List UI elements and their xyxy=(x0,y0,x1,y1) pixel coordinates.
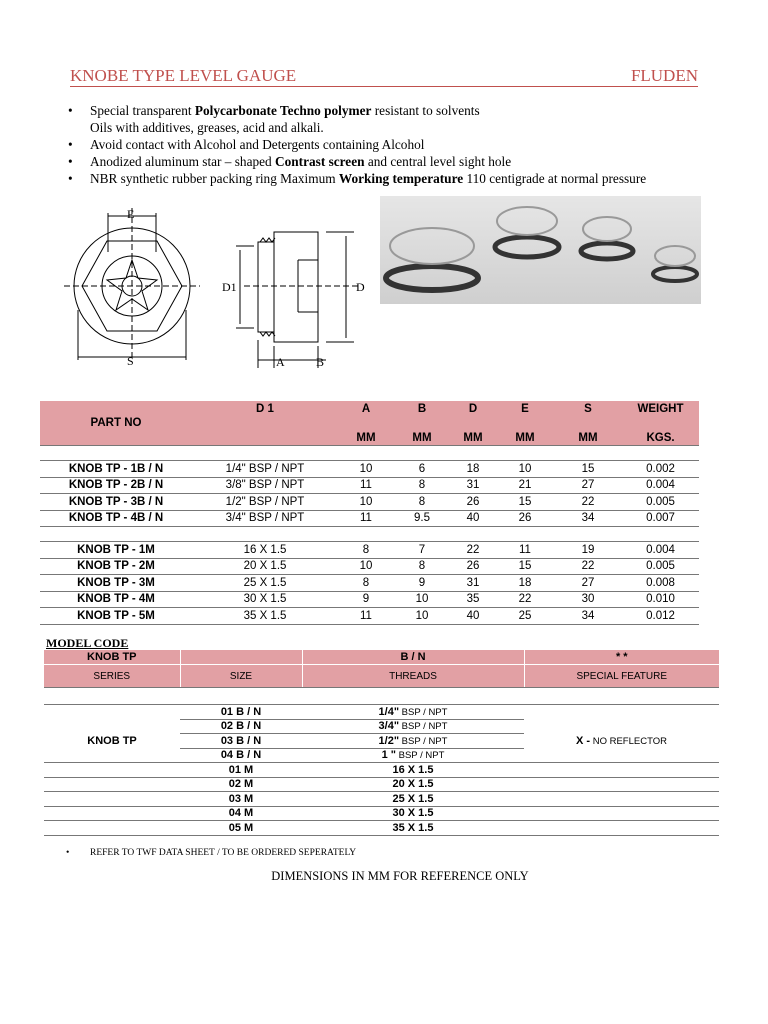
table-row: KNOB TP - 4M 30 X 1.5 9 10 35 22 30 0.010 xyxy=(40,591,699,608)
page-header xyxy=(70,66,698,87)
dim-label-d: D xyxy=(356,280,365,294)
table-header-row: PART NO D 1 A B D E S WEIGHT xyxy=(40,401,699,416)
table-unit-row: MM MM MM MM MM KGS. xyxy=(40,430,699,446)
technical-drawing xyxy=(64,200,374,372)
table-row: KNOB TP - 2M 20 X 1.5 10 8 26 15 22 0.005 xyxy=(40,558,699,575)
table-row: KNOB TP - 2B / N 3/8" BSP / NPT 11 8 31 21 27 0.004 xyxy=(40,477,699,494)
table-row: 05 M 35 X 1.5 xyxy=(44,821,719,836)
dim-label-d1: D1 xyxy=(222,280,237,294)
list-item: • Avoid contact with Alcohol and Detergents containing Alcohol xyxy=(66,136,746,153)
dim-label-b: B xyxy=(316,355,325,369)
list-item: • Anodized aluminum star – shaped Contrast screen and central level sight hole xyxy=(66,153,746,170)
footnote: • REFER TO TWF DATA SHEET / TO BE ORDERED SEPERATELY xyxy=(66,848,357,858)
table-row: 02 M 20 X 1.5 xyxy=(44,777,719,792)
footer-note: DIMENSIONS IN MM FOR REFERENCE ONLY xyxy=(271,869,529,883)
list-item: • Special transparent Polycarbonate Techno polymer resistant to solvents Oils with additives, greases, acid and alkali. xyxy=(66,102,746,136)
feature-list xyxy=(66,102,746,187)
table-row: 02 B / N 3/4" BSP / NPT xyxy=(44,719,719,734)
table-row: KNOB TP - 4B / N 3/4" BSP / NPT 11 9.5 40 26 34 0.007 xyxy=(40,510,699,527)
dim-label-a: A xyxy=(276,355,285,369)
table-row: 04 M 30 X 1.5 xyxy=(44,806,719,821)
table-row: 01 B / N 1/4" BSP / NPT xyxy=(44,705,719,720)
table-row: KNOB TP - 3B / N 1/2" BSP / NPT 10 8 26 15 22 0.005 xyxy=(40,494,699,511)
table-row: KNOB TP - 3M 25 X 1.5 8 9 31 18 27 0.008 xyxy=(40,575,699,592)
table-row: 03 M 25 X 1.5 xyxy=(44,792,719,807)
table-row: KNOB TP - 1B / N 1/4" BSP / NPT 10 6 18 10 15 0.002 xyxy=(40,461,699,478)
sight-glass-icon xyxy=(380,196,701,304)
dim-label-e: E xyxy=(127,207,135,221)
brand-name: FLUDEN xyxy=(630,66,698,85)
table-row: 04 B / N 1 " BSP / NPT xyxy=(44,748,719,763)
model-code-title: MODEL CODE xyxy=(46,636,129,650)
dim-label-s: S xyxy=(127,354,134,368)
product-photo xyxy=(380,196,701,304)
table-row: KNOB TP - 1M 16 X 1.5 8 7 22 11 19 0.004 xyxy=(40,542,699,559)
list-item: • NBR synthetic rubber packing ring Maximum Working temperature 110 centigrade at normal pressure xyxy=(66,170,746,187)
table-row: KNOB TP 03 B / N 1/2" BSP / NPT X - NO REFLECTOR xyxy=(87,734,667,747)
table-row: KNOB TP - 5M 35 X 1.5 11 10 40 25 34 0.012 xyxy=(40,608,699,625)
model-code-subheader-row: SERIES SIZE THREADS SPECIAL FEATURE xyxy=(44,665,719,688)
model-code-header-row: KNOB TP B / N * * xyxy=(44,650,719,665)
dimensions-table xyxy=(40,401,699,625)
page-title: KNOBE TYPE LEVEL GAUGE xyxy=(70,66,297,85)
model-code-table xyxy=(44,650,719,836)
table-row: 01 M 16 X 1.5 xyxy=(44,763,719,778)
